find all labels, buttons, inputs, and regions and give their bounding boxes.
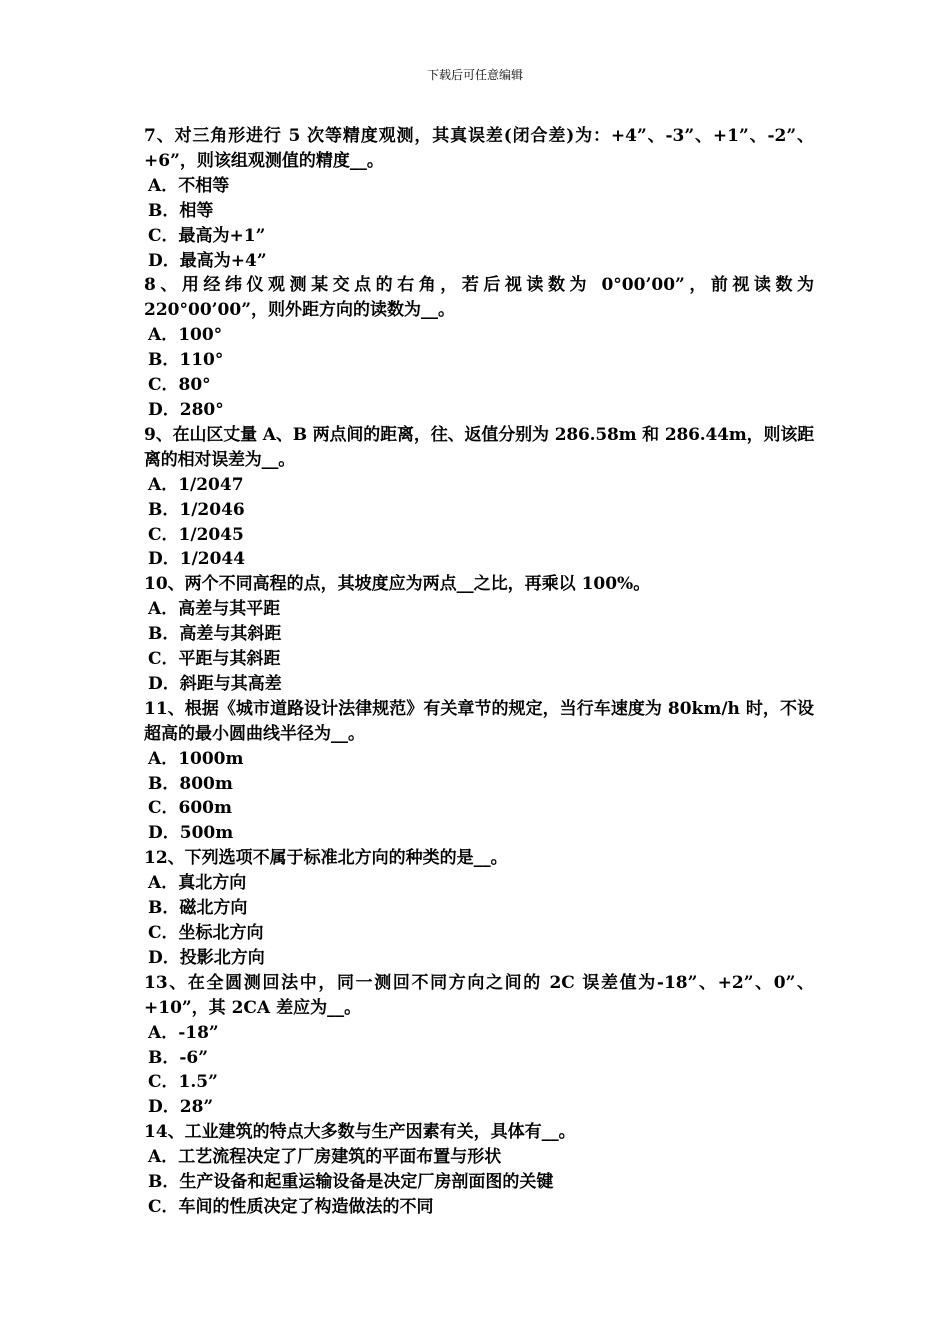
option-b: B．高差与其斜距 <box>148 624 282 645</box>
option-a: A．100° <box>148 325 223 346</box>
option-d: D．500m <box>148 823 234 844</box>
question-stem: 10、两个不同高程的点，其坡度应为两点__之比，再乘以 100%。 <box>144 574 651 595</box>
option-a: A．1/2047 <box>148 474 244 495</box>
question-11 <box>144 697 814 846</box>
option-c: C．80° <box>148 375 211 396</box>
question-9 <box>144 423 814 572</box>
option-a: A．真北方向 <box>148 873 247 894</box>
question-stem: 7、对三角形进行 5 次等精度观测，其真误差(闭合差)为：+4”、-3”、+1”、-2”、+6”，则该组观测值的精度__。 <box>144 126 814 171</box>
question-stem: 8、用经纬仪观测某交点的右角，若后视读数为 0°00’00”，前视读数为 220°00’00”，则外距方向的读数为__。 <box>144 275 814 321</box>
option-c: C．1.5” <box>148 1072 218 1093</box>
question-stem: 11、根据《城市道路设计法律规范》有关章节的规定，当行车速度为 80km/h 时，不设超高的最小圆曲线半径为__。 <box>144 698 814 744</box>
option-c: C．坐标北方向 <box>148 923 264 943</box>
option-b: B．1/2046 <box>148 499 245 520</box>
option-b: B．磁北方向 <box>148 898 248 919</box>
option-b: B．相等 <box>148 200 214 221</box>
page-header: 下载后可任意编辑 <box>426 68 523 82</box>
option-b: B．生产设备和起重运输设备是决定厂房剖面图的关键 <box>148 1172 554 1193</box>
question-8 <box>144 273 814 422</box>
question-14 <box>144 1120 814 1220</box>
option-c: C．600m <box>148 798 233 819</box>
option-a: A．1000m <box>148 748 244 769</box>
question-stem: 14、工业建筑的特点大多数与生产因素有关，具体有__。 <box>144 1122 576 1143</box>
option-a: A．不相等 <box>148 175 230 196</box>
question-10 <box>144 572 814 697</box>
option-c: C．最高为+1” <box>148 225 266 246</box>
option-a: A．高差与其平距 <box>148 599 281 620</box>
option-a: A．-18” <box>148 1022 219 1043</box>
option-d: D．最高为+4” <box>148 250 267 271</box>
option-b: B．-6” <box>148 1047 209 1068</box>
option-d: D．1/2044 <box>148 549 246 570</box>
question-13 <box>144 971 814 1120</box>
option-c: C．平距与其斜距 <box>148 649 281 670</box>
option-a: A．工艺流程决定了厂房建筑的平面布置与形状 <box>148 1147 502 1168</box>
option-b: B．110° <box>148 350 224 371</box>
option-c: C．车间的性质决定了构造做法的不同 <box>148 1196 434 1217</box>
question-12 <box>144 846 814 971</box>
option-b: B．800m <box>148 773 233 794</box>
option-d: D．280° <box>148 399 224 420</box>
question-7 <box>144 124 814 273</box>
question-stem: 9、在山区丈量 A、B 两点间的距离，往、返值分别为 286.58m 和 286.44m，则该距离的相对误差为__。 <box>144 424 814 470</box>
question-stem: 12、下列选项不属于标准北方向的种类的是__。 <box>144 848 508 869</box>
question-stem: 13、在全圆测回法中，同一测回不同方向之间的 2C 误差值为-18”、+2”、0”、+10”，其 2CA 差应为__。 <box>144 972 814 1018</box>
option-c: C．1/2045 <box>148 524 244 545</box>
option-d: D．28” <box>148 1097 214 1118</box>
option-d: D．斜距与其高差 <box>148 673 282 694</box>
option-d: D．投影北方向 <box>148 947 265 968</box>
question-list <box>144 124 814 1220</box>
